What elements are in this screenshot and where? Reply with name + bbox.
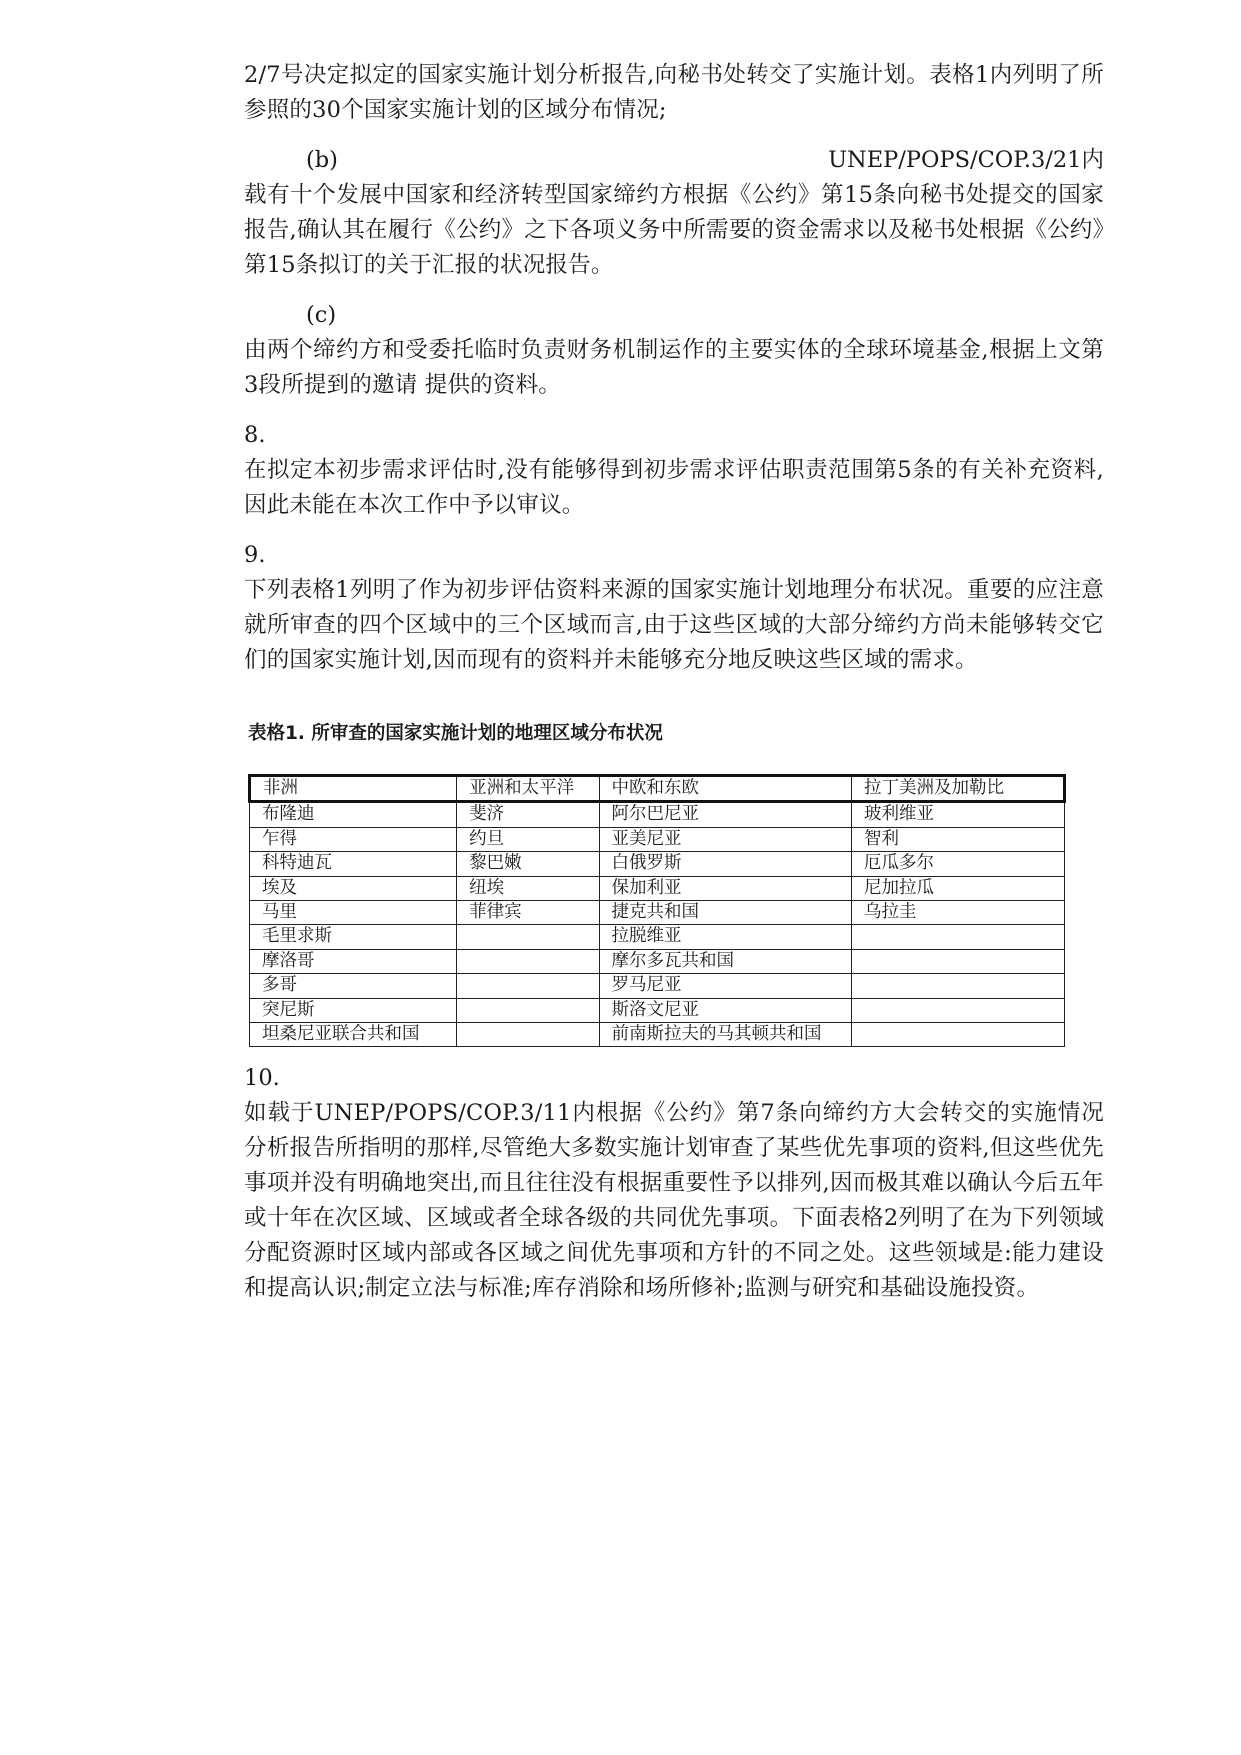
subparagraph-c-heading — [244, 298, 1104, 333]
table-cell: 罗马尼亚 — [599, 974, 851, 998]
table-cell: 尼加拉瓜 — [852, 876, 1065, 900]
column-header-africa: 非洲 — [250, 776, 457, 802]
table-cell: 阿尔巴尼亚 — [599, 802, 851, 827]
table-row — [250, 802, 1065, 827]
subparagraph-c-text: 由两个缔约方和受委托临时负责财务机制运作的主要实体的全球环境基金,根据上文第3段所提到的邀请 提供的资料。 — [244, 337, 1104, 398]
table-cell — [457, 1023, 599, 1047]
table-cell — [852, 949, 1065, 973]
table-cell: 乍得 — [250, 827, 457, 851]
table-row — [250, 925, 1065, 949]
table-row — [250, 998, 1065, 1022]
paragraph-9: 下列表格1列明了作为初步评估资料来源的国家实施计划地理分布状况。重要的应注意就所审查的四个区域中的三个区域而言,由于这些区域的大部分缔约方尚未能够转交它们的国家实施计划,因而现有的资料并未能够充分地反映这些区域的需求。 — [244, 577, 1104, 673]
table-header-row — [250, 776, 1065, 802]
table-cell: 纽埃 — [457, 876, 599, 900]
table-cell — [852, 974, 1065, 998]
table-cell: 埃及 — [250, 876, 457, 900]
table-cell: 多哥 — [250, 974, 457, 998]
paragraph-number-10: 10. — [244, 1065, 280, 1092]
table-row — [250, 852, 1065, 876]
subparagraph-b-heading — [244, 143, 1104, 178]
table-row — [250, 876, 1065, 900]
table-cell: 斐济 — [457, 802, 599, 827]
table-caption: 表格1. 所审查的国家实施计划的地理区域分布状况 — [248, 723, 663, 744]
table-cell: 约旦 — [457, 827, 599, 851]
table-row — [250, 901, 1065, 925]
table-row — [250, 1023, 1065, 1047]
table-cell — [852, 1023, 1065, 1047]
paragraph-number-8: 8. — [244, 422, 266, 448]
table-cell: 白俄罗斯 — [599, 852, 851, 876]
table-body — [250, 802, 1065, 1047]
document-page — [244, 58, 1104, 1321]
table-cell: 斯洛文尼亚 — [599, 998, 851, 1022]
table-cell: 摩尔多瓦共和国 — [599, 949, 851, 973]
table-cell — [852, 925, 1065, 949]
table-cell — [457, 998, 599, 1022]
table-cell: 厄瓜多尔 — [852, 852, 1065, 876]
table-cell — [457, 949, 599, 973]
regional-distribution-table — [248, 774, 1066, 1047]
table-cell: 亚美尼亚 — [599, 827, 851, 851]
table-cell: 拉脱维亚 — [599, 925, 851, 949]
column-header-latin-america-caribbean: 拉丁美洲及加勒比 — [852, 776, 1065, 802]
table-cell: 突尼斯 — [250, 998, 457, 1022]
table-row — [250, 974, 1065, 998]
table-cell: 智利 — [852, 827, 1065, 851]
table-cell: 乌拉圭 — [852, 901, 1065, 925]
table-cell: 毛里求斯 — [250, 925, 457, 949]
paragraph-8: 在拟定本初步需求评估时,没有能够得到初步需求评估职责范围第5条的有关补充资料,因此未能在本次工作中予以审议。 — [244, 457, 1104, 518]
table-cell: 黎巴嫩 — [457, 852, 599, 876]
table-cell: 布隆迪 — [250, 802, 457, 827]
subparagraph-c-label: (c) — [306, 302, 337, 328]
table-cell: 摩洛哥 — [250, 949, 457, 973]
table-cell — [457, 925, 599, 949]
paragraph-number-9: 9. — [244, 542, 266, 568]
table-row — [250, 827, 1065, 851]
paragraph-continuation: 2/7号决定拟定的国家实施计划分析报告,向秘书处转交了实施计划。表格1内列明了所参照的30个国家实施计划的区域分布情况; — [244, 62, 1104, 123]
table-row — [250, 949, 1065, 973]
paragraph-10: 如载于UNEP/POPS/COP.3/11内根据《公约》第7条向缔约方大会转交的实施情况分析报告所指明的那样,尽管绝大多数实施计划审查了某些优先事项的资料,但这些优先事项并没有明确地突出,而且往往没有根据重要性予以排列,因而极其难以确认今后五年或十年在次区域、区域或者全球各级的共同优先事项。下面表格2列明了在为下列领域分配资源时区域内部或各区域之间优先事项和方针的不同之处。这些领域是:能力建设和提高认识;制定立法与标准;库存消除和场所修补;监测与研究和基础设施投资。 — [244, 1100, 1104, 1302]
table-cell: 前南斯拉夫的马其顿共和国 — [599, 1023, 851, 1047]
table-cell: 捷克共和国 — [599, 901, 851, 925]
subparagraph-b-text: 载有十个发展中国家和经济转型国家缔约方根据《公约》第15条向秘书处提交的国家报告,确认其在履行《公约》之下各项义务中所需要的资金需求以及秘书处根据《公约》第15条拟订的关于汇报的状况报告。 — [244, 182, 1104, 278]
subparagraph-b-label: (b) — [306, 147, 338, 173]
table-cell: 坦桑尼亚联合共和国 — [250, 1023, 457, 1047]
table-cell: 玻利维亚 — [852, 802, 1065, 827]
table-cell: 马里 — [250, 901, 457, 925]
table-cell: 保加利亚 — [599, 876, 851, 900]
table-cell: 科特迪瓦 — [250, 852, 457, 876]
document-reference: UNEP/POPS/COP.3/21内 — [828, 147, 1104, 173]
table-cell: 菲律宾 — [457, 901, 599, 925]
column-header-central-eastern-europe: 中欧和东欧 — [599, 776, 851, 802]
column-header-asia-pacific: 亚洲和太平洋 — [457, 776, 599, 802]
table-cell — [457, 974, 599, 998]
table-cell — [852, 998, 1065, 1022]
